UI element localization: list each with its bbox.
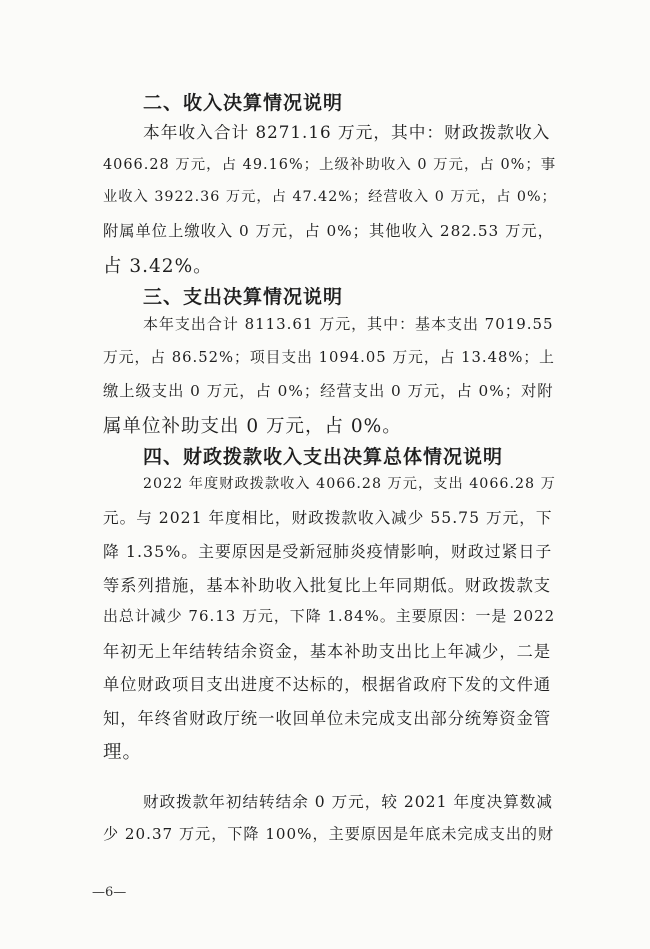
page-number: —6— bbox=[92, 885, 127, 900]
text-line: 知，年终省财政厅统一收回单位未完成支出部分统筹资金管 bbox=[103, 709, 552, 728]
text-line: 缴上级支出 0 万元，占 0%；经营支出 0 万元，占 0%；对附 bbox=[103, 382, 554, 400]
text-line: 本年收入合计 8271.16 万元，其中：财政拨款收入 bbox=[143, 122, 551, 142]
text-line: 附属单位上缴收入 0 万元，占 0%；其他收入 282.53 万元， bbox=[103, 222, 554, 240]
text-line: 单位财政项目支出进度不达标的，根据省政府下发的文件通 bbox=[103, 675, 552, 694]
text-line: 万元，占 86.52%；项目支出 1094.05 万元，占 13.48%；上 bbox=[103, 349, 555, 366]
text-line: 属单位补助支出 0 万元，占 0%。 bbox=[103, 416, 402, 437]
text-line: 少 20.37 万元，下降 100%，主要原因是年底未完成支出的财 bbox=[103, 825, 555, 843]
heading-income: 二、收入决算情况说明 bbox=[143, 92, 344, 114]
text-line: 财政拨款年初结转结余 0 万元，较 2021 年度决算数减 bbox=[143, 793, 553, 811]
text-line: 年初无上年结转结余资金，基本补助支出比上年减少，二是 bbox=[103, 642, 552, 661]
text-line: 等系列措施，基本补助收入批复比上年同期低。财政拨款支 bbox=[103, 576, 552, 595]
text-line: 理。 bbox=[103, 742, 143, 763]
heading-fiscal-appropriation: 四、财政拨款收入支出决算总体情况说明 bbox=[143, 446, 504, 468]
text-line: 4066.28 万元，占 49.16%；上级补助收入 0 万元，占 0%；事 bbox=[103, 157, 557, 173]
text-line: 出总计减少 76.13 万元，下降 1.84%。主要原因：一是 2022 bbox=[103, 607, 556, 625]
text-line: 2022 年度财政拨款收入 4066.28 万元，支出 4066.28 万 bbox=[143, 476, 556, 492]
heading-expenditure: 三、支出决算情况说明 bbox=[143, 286, 344, 308]
text-line: 本年支出合计 8113.61 万元，其中：基本支出 7019.55 bbox=[143, 315, 554, 333]
text-line: 业收入 3922.36 万元，占 47.42%；经营收入 0 万元，占 0%； bbox=[103, 189, 557, 205]
text-line: 降 1.35%。主要原因是受新冠肺炎疫情影响，财政过紧日子 bbox=[103, 542, 553, 561]
text-line: 元。与 2021 年度相比，财政拨款收入减少 55.75 万元，下 bbox=[103, 509, 553, 527]
text-line: 占 3.42%。 bbox=[103, 256, 213, 277]
